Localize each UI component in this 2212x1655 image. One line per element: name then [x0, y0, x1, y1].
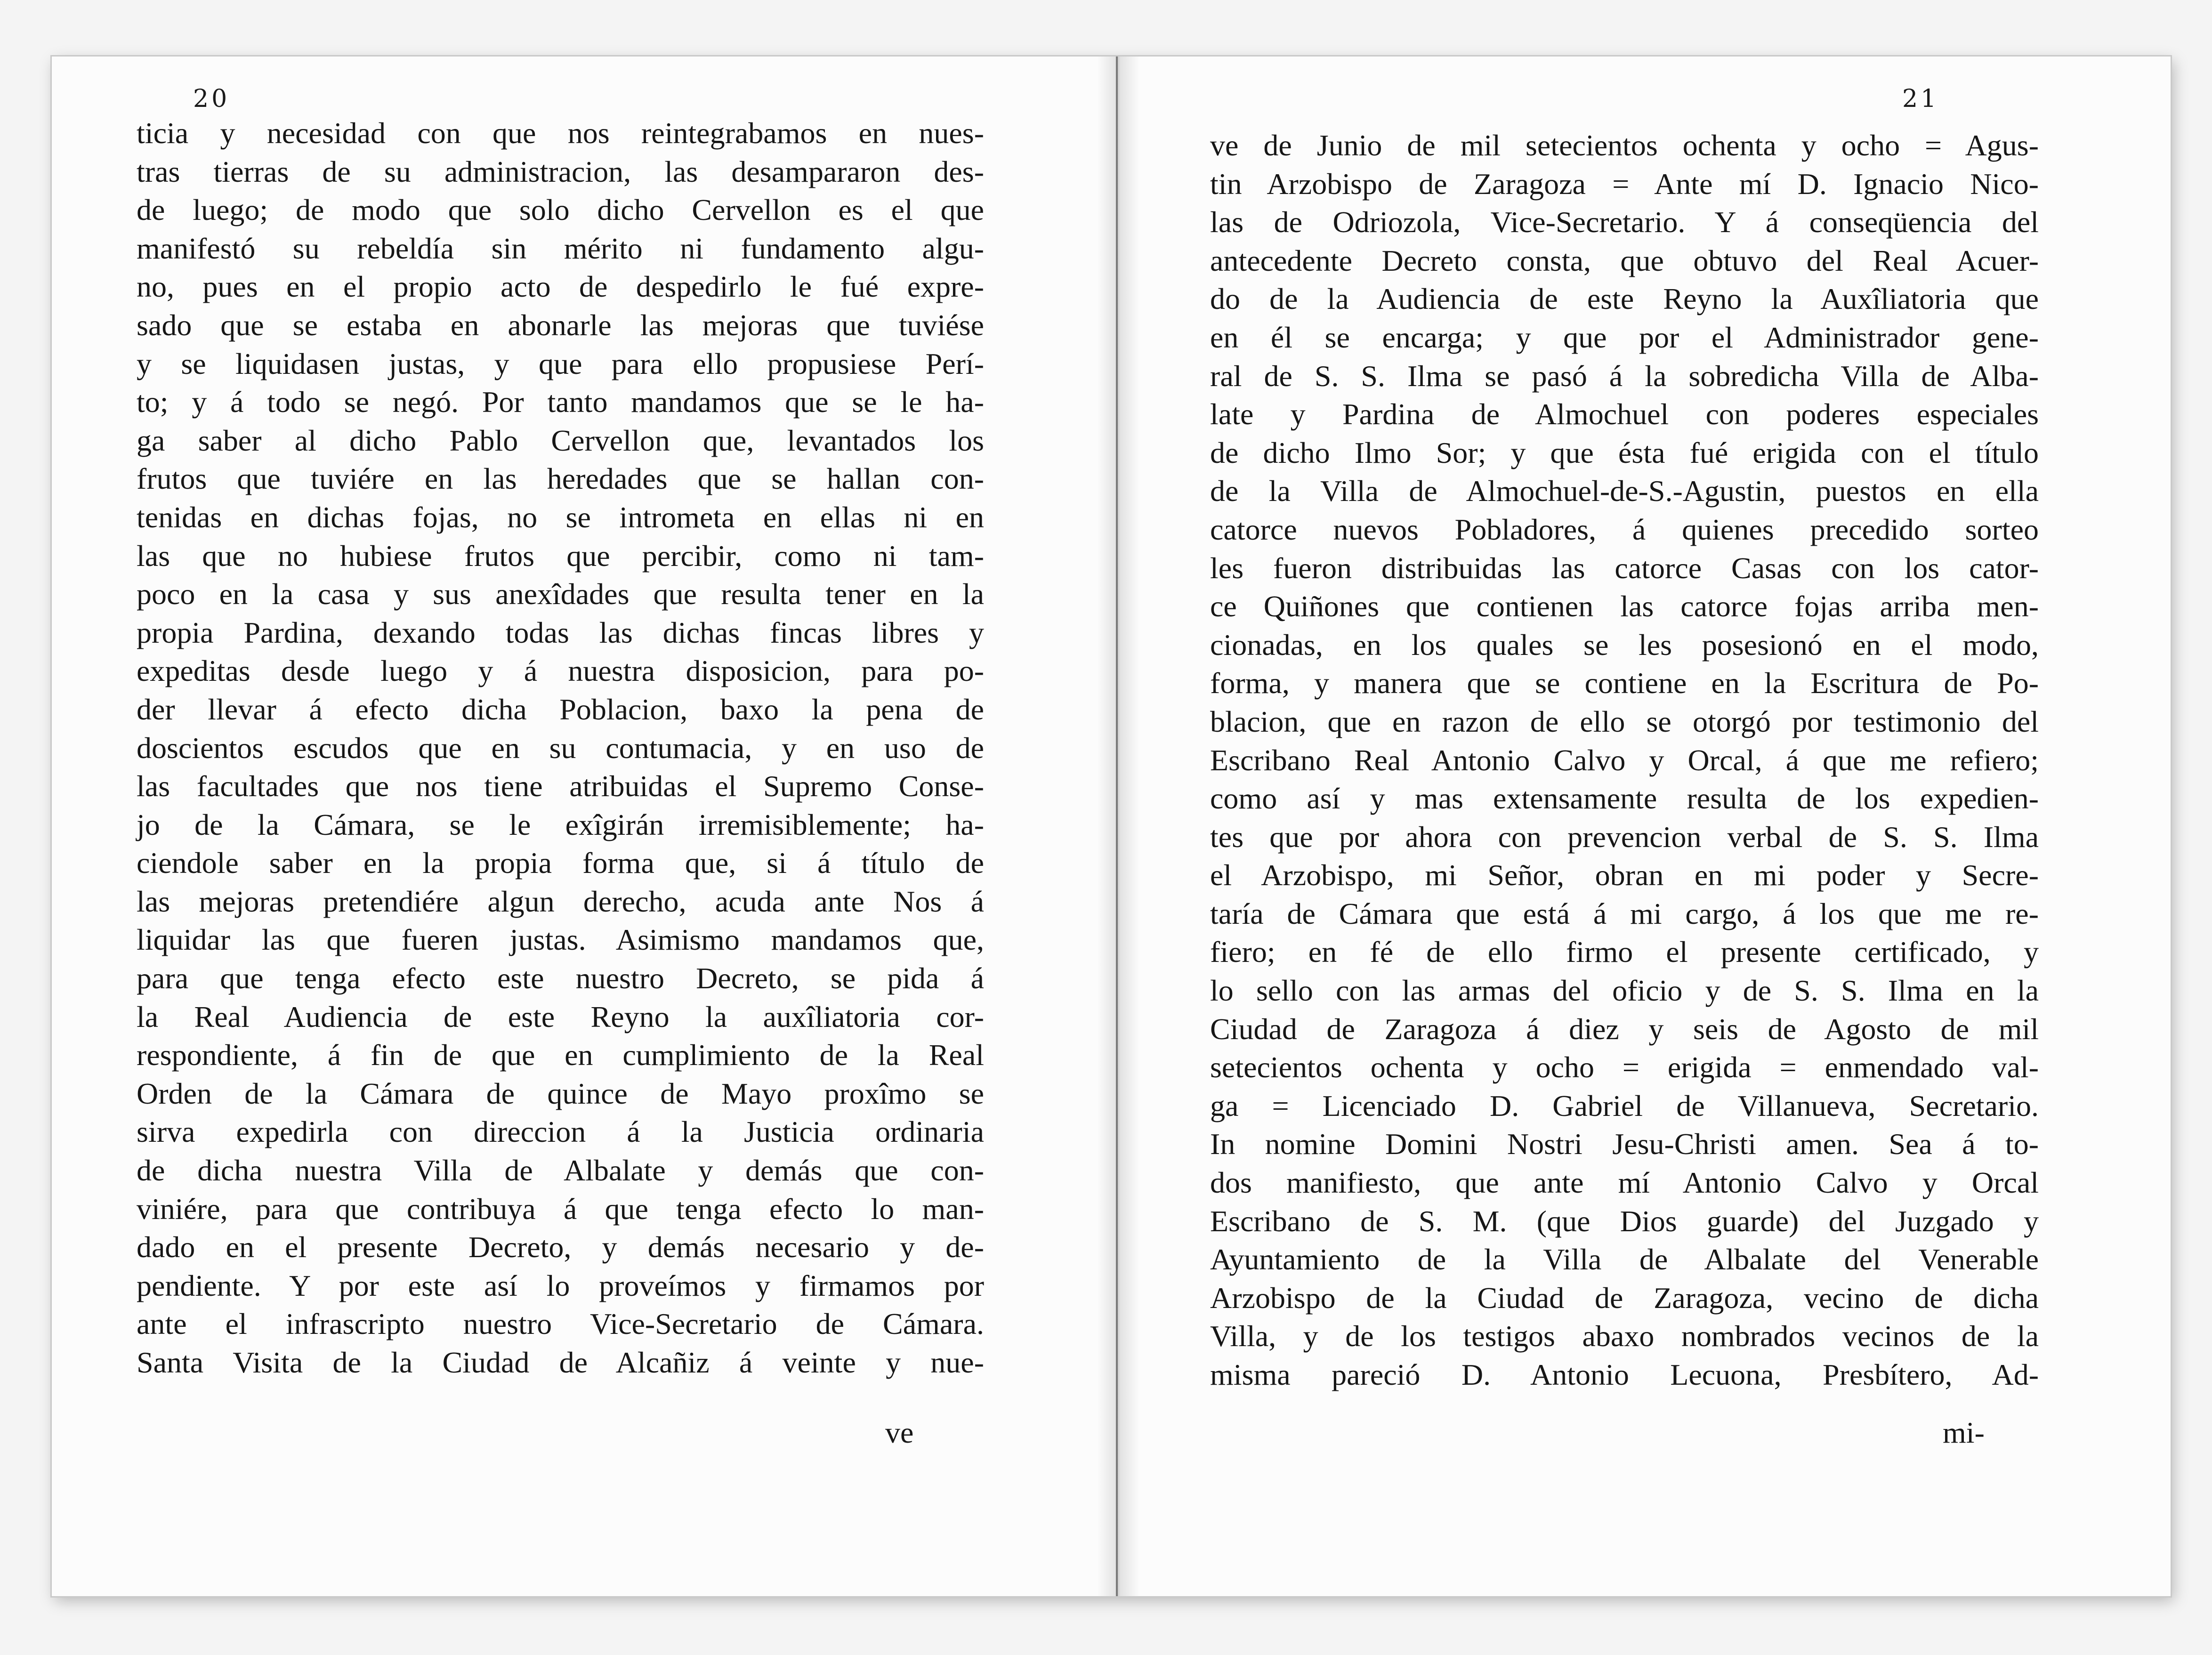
text-line: las facultades que nos tiene atribuidas el Supremo Conse-: [137, 769, 984, 803]
text-line: do de la Audiencia de este Reyno la Auxîliatoria que: [1210, 282, 2039, 316]
text-line: In nomine Domini Nostri Jesu-Christi amen. Sea á to-: [1210, 1127, 2039, 1161]
text-line: cionadas, en los quales se les posesionó en el modo,: [1210, 628, 2039, 662]
text-line: ciendole saber en la propia forma que, si á título de: [137, 846, 984, 880]
text-line: de luego; de modo que solo dicho Cervellon es el que: [137, 193, 984, 227]
text-line: de dicho Ilmo Sor; y que ésta fué erigida con el título: [1210, 436, 2039, 469]
text-line: lo sello con las armas del oficio y de S. S. Ilma en la: [1210, 974, 2039, 1008]
text-line: como así y mas extensamente resulta de los expedien-: [1210, 782, 2039, 815]
text-line: expeditas desde luego y á nuestra disposicion, para po-: [137, 654, 984, 688]
text-line: setecientos ochenta y ocho = erigida = enmendado val-: [1210, 1050, 2039, 1084]
text-line: Orden de la Cámara de quince de Mayo proxîmo se: [137, 1076, 984, 1110]
text-line: catorce nuevos Pobladores, á quienes precedido sorteo: [1210, 512, 2039, 546]
page-number-left: 20: [193, 85, 230, 113]
text-line: sirva expedirla con direccion á la Justicia ordinaria: [137, 1115, 984, 1149]
text-line: ga = Licenciado D. Gabriel de Villanueva, Secretario.: [1210, 1089, 2039, 1122]
catchword-right: mi-: [1943, 1416, 1985, 1449]
text-line: tras tierras de su administracion, las desampararon des-: [137, 154, 984, 188]
text-line: Escribano de S. M. (que Dios guarde) del Juzgado y: [1210, 1204, 2039, 1238]
text-line: el Arzobispo, mi Señor, obran en mi poder y Secre-: [1210, 858, 2039, 892]
text-line: pendiente. Y por este así lo proveímos y firmamos por: [137, 1268, 984, 1302]
text-line: taría de Cámara que está á mi cargo, á los que me re-: [1210, 896, 2039, 930]
text-line: jo de la Cámara, se le exîgirán irremisiblemente; ha-: [137, 807, 984, 841]
text-line: frutos que tuviére en las heredades que se hallan con-: [137, 462, 984, 496]
text-line: tenidas en dichas fojas, no se intrometa en ellas ni en: [137, 500, 984, 534]
text-line: misma pareció D. Antonio Lecuona, Presbítero, Ad-: [1210, 1358, 2039, 1391]
text-line: para que tenga efecto este nuestro Decreto, se pida á: [137, 961, 984, 995]
book-gutter: [1097, 57, 1139, 1596]
text-line: ve de Junio de mil setecientos ochenta y ocho = Agus-: [1210, 129, 2039, 162]
text-line: forma, y manera que se contiene en la Escritura de Po-: [1210, 666, 2039, 700]
catchword-left: ve: [885, 1416, 914, 1449]
text-line: liquidar las que fueren justas. Asimismo mandamos que,: [137, 923, 984, 957]
text-line: sado que se estaba en abonarle las mejoras que tuviése: [137, 308, 984, 342]
text-line: der llevar á efecto dicha Poblacion, baxo la pena de: [137, 692, 984, 726]
text-line: ce Quiñones que contienen las catorce fojas arriba men-: [1210, 589, 2039, 623]
text-line: Santa Visita de la Ciudad de Alcañiz á veinte y nue-: [137, 1346, 984, 1379]
text-line: la Real Audiencia de este Reyno la auxîliatoria cor-: [137, 1000, 984, 1033]
text-line: poco en la casa y sus anexîdades que resulta tener en la: [137, 577, 984, 611]
left-page-text: [137, 114, 984, 1382]
text-line: ga saber al dicho Pablo Cervellon que, levantados los: [137, 423, 984, 457]
text-line: tes que por ahora con prevencion verbal de S. S. Ilma: [1210, 820, 2039, 854]
text-line: Ciudad de Zaragoza á diez y seis de Agosto de mil: [1210, 1012, 2039, 1046]
text-line: antecedente Decreto consta, que obtuvo del Real Acuer-: [1210, 243, 2039, 277]
text-line: Escribano Real Antonio Calvo y Orcal, á que me refiero;: [1210, 743, 2039, 777]
text-line: las que no hubiese frutos que percibir, como ni tam-: [137, 539, 984, 573]
page-number-right: 21: [1902, 85, 1939, 113]
text-line: ante el infrascripto nuestro Vice-Secretario de Cámara.: [137, 1307, 984, 1341]
text-line: viniére, para que contribuya á que tenga efecto lo man-: [137, 1192, 984, 1226]
text-line: dado en el presente Decreto, y demás necesario y de-: [137, 1230, 984, 1264]
text-line: de la Villa de Almochuel-de-S.-Agustin, puestos en ella: [1210, 474, 2039, 508]
text-line: propia Pardina, dexando todas las dichas fincas libres y: [137, 615, 984, 649]
text-line: dos manifiesto, que ante mí Antonio Calvo y Orcal: [1210, 1166, 2039, 1200]
text-line: doscientos escudos que en su contumacia, y en uso de: [137, 731, 984, 765]
text-line: fiero; en fé de ello firmo el presente certificado, y: [1210, 935, 2039, 969]
text-line: manifestó su rebeldía sin mérito ni fundamento algu-: [137, 231, 984, 265]
text-line: en él se encarga; y que por el Administrador gene-: [1210, 320, 2039, 354]
text-line: respondiente, á fin de que en cumplimiento de la Real: [137, 1038, 984, 1072]
text-line: de dicha nuestra Villa de Albalate y demás que con-: [137, 1154, 984, 1187]
text-line: las mejoras pretendiére algun derecho, acuda ante Nos á: [137, 884, 984, 918]
text-line: les fueron distribuidas las catorce Casas con los cator-: [1210, 551, 2039, 585]
text-line: ticia y necesidad con que nos reintegrabamos en nues-: [137, 116, 984, 150]
text-line: late y Pardina de Almochuel con poderes especiales: [1210, 397, 2039, 431]
text-line: Arzobispo de la Ciudad de Zaragoza, vecino de dicha: [1210, 1281, 2039, 1315]
right-page-text: [1210, 126, 2039, 1394]
text-line: tin Arzobispo de Zaragoza = Ante mí D. Ignacio Nico-: [1210, 167, 2039, 201]
text-line: ral de S. S. Ilma se pasó á la sobredicha Villa de Alba-: [1210, 359, 2039, 393]
text-line: y se liquidasen justas, y que para ello propusiese Perí-: [137, 347, 984, 380]
text-line: no, pues en el propio acto de despedirlo le fué expre-: [137, 270, 984, 304]
text-line: to; y á todo se negó. Por tanto mandamos que se le ha-: [137, 385, 984, 419]
text-line: las de Odriozola, Vice-Secretario. Y á conseqüencia del: [1210, 205, 2039, 239]
text-line: blacion, que en razon de ello se otorgó por testimonio del: [1210, 704, 2039, 738]
text-line: Ayuntamiento de la Villa de Albalate del Venerable: [1210, 1243, 2039, 1276]
text-line: Villa, y de los testigos abaxo nombrados vecinos de la: [1210, 1319, 2039, 1353]
